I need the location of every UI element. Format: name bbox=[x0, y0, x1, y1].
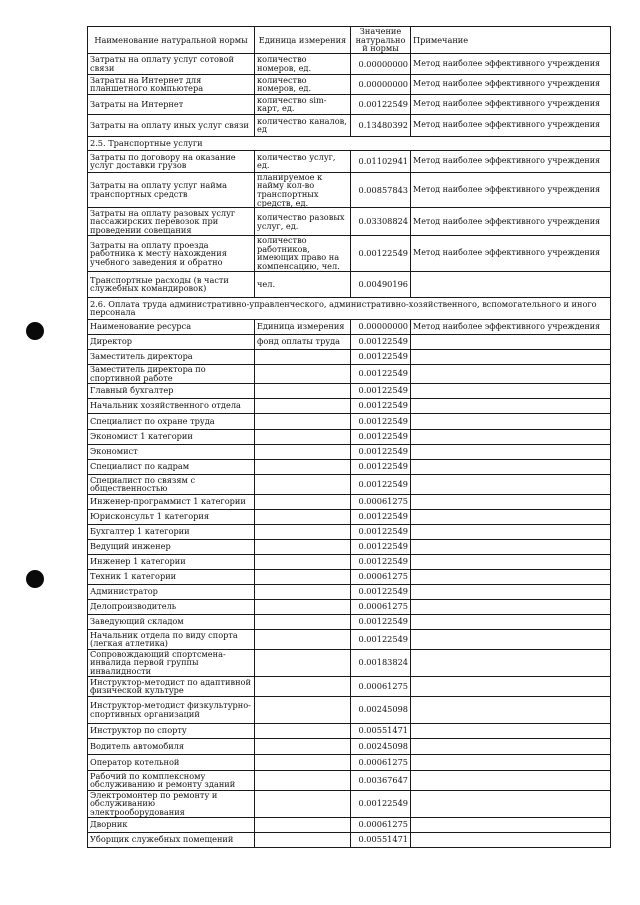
table-row bbox=[88, 429, 611, 444]
staff-value: 0.00122549 bbox=[351, 524, 411, 539]
norm-value: 0.13480392 bbox=[351, 114, 411, 136]
staff-unit bbox=[255, 398, 351, 413]
norm-name: Затраты на оплату иных услуг связи bbox=[88, 114, 255, 136]
staff-position: Ведущий инженер bbox=[88, 539, 255, 554]
section-row bbox=[88, 136, 611, 150]
table-row bbox=[88, 364, 611, 383]
norm-name: Затраты на оплату разовых услуг пассажирских перевозок при проведении совещания bbox=[88, 208, 255, 236]
table-row bbox=[88, 413, 611, 429]
staff-value: 0.00122549 bbox=[351, 459, 411, 474]
staff-position: Администратор bbox=[88, 584, 255, 599]
staff-unit bbox=[255, 444, 351, 459]
staff-value: 0.00061275 bbox=[351, 817, 411, 832]
staff-position: Начальник отдела по виду спорта (легкая атлетика) bbox=[88, 629, 255, 649]
norm-note: Метод наиболее эффективного учреждения bbox=[411, 53, 611, 74]
table-row bbox=[88, 554, 611, 569]
staff-value: 0.00122549 bbox=[351, 383, 411, 398]
table-row bbox=[88, 94, 611, 114]
staff-value: 0.00122549 bbox=[351, 539, 411, 554]
staff-position: Инструктор-методист по адаптивной физической культуре bbox=[88, 676, 255, 696]
staff-value: 0.00122549 bbox=[351, 444, 411, 459]
table-row bbox=[88, 569, 611, 584]
table-row bbox=[88, 539, 611, 554]
norm-note: Метод наиболее эффективного учреждения bbox=[411, 236, 611, 271]
staff-position: Инструктор-методист физкультурно-спортивных организаций bbox=[88, 696, 255, 723]
resource-unit-header: Единица измерения bbox=[255, 319, 351, 334]
staff-position: Электромонтер по ремонту и обслуживанию электрооборудования bbox=[88, 790, 255, 817]
norm-unit: количество номеров, ед. bbox=[255, 53, 351, 74]
staff-value: 0.00551471 bbox=[351, 723, 411, 738]
staff-note bbox=[411, 459, 611, 474]
norm-value: 0.00857843 bbox=[351, 172, 411, 207]
staff-position: Рабочий по комплексному обслуживанию и ремонту зданий bbox=[88, 770, 255, 790]
table-row bbox=[88, 738, 611, 754]
staff-unit bbox=[255, 569, 351, 584]
staff-value: 0.00061275 bbox=[351, 754, 411, 770]
staff-note bbox=[411, 524, 611, 539]
staff-unit bbox=[255, 649, 351, 676]
staff-position: Бухгалтер 1 категории bbox=[88, 524, 255, 539]
staff-value: 0.00122549 bbox=[351, 398, 411, 413]
staff-position: Директор bbox=[88, 334, 255, 349]
norm-name: Затраты на Интернет bbox=[88, 94, 255, 114]
staff-position: Техник 1 категории bbox=[88, 569, 255, 584]
staff-unit bbox=[255, 832, 351, 847]
staff-unit bbox=[255, 790, 351, 817]
resource-header-row bbox=[88, 319, 611, 334]
staff-position: Уборщик служебных помещений bbox=[88, 832, 255, 847]
resource-value: 0.00000000 bbox=[351, 319, 411, 334]
staff-position: Специалист по кадрам bbox=[88, 459, 255, 474]
norm-note: Метод наиболее эффективного учреждения bbox=[411, 94, 611, 114]
table-row bbox=[88, 53, 611, 74]
staff-value: 0.00122549 bbox=[351, 629, 411, 649]
staff-note bbox=[411, 569, 611, 584]
staff-unit bbox=[255, 554, 351, 569]
staff-value: 0.00122549 bbox=[351, 554, 411, 569]
staff-value: 0.00061275 bbox=[351, 494, 411, 509]
staff-position: Делопроизводитель bbox=[88, 599, 255, 614]
staff-value: 0.00122549 bbox=[351, 429, 411, 444]
table-row bbox=[88, 817, 611, 832]
staff-value: 0.00122549 bbox=[351, 334, 411, 349]
staff-value: 0.00122549 bbox=[351, 349, 411, 364]
header-row bbox=[88, 27, 611, 54]
staff-value: 0.00245098 bbox=[351, 738, 411, 754]
norm-name: Затраты на Интернет для планшетного компьютера bbox=[88, 74, 255, 94]
staff-position: Инженер-программист 1 категории bbox=[88, 494, 255, 509]
staff-position: Специалист по связям с общественностью bbox=[88, 474, 255, 494]
norm-value: 0.03308824 bbox=[351, 208, 411, 236]
section-title: 2.5. Транспортные услуги bbox=[88, 136, 611, 150]
staff-value: 0.00122549 bbox=[351, 584, 411, 599]
resource-note: Метод наиболее эффективного учреждения bbox=[411, 319, 611, 334]
staff-unit bbox=[255, 599, 351, 614]
staff-unit bbox=[255, 738, 351, 754]
staff-unit bbox=[255, 524, 351, 539]
staff-unit bbox=[255, 364, 351, 383]
staff-unit bbox=[255, 539, 351, 554]
staff-unit bbox=[255, 696, 351, 723]
staff-note bbox=[411, 649, 611, 676]
norm-note: Метод наиболее эффективного учреждения bbox=[411, 150, 611, 172]
norm-value: 0.00000000 bbox=[351, 74, 411, 94]
staff-position: Заместитель директора по спортивной работе bbox=[88, 364, 255, 383]
table-row bbox=[88, 614, 611, 629]
staff-position: Юрисконсульт 1 категория bbox=[88, 509, 255, 524]
staff-value: 0.00061275 bbox=[351, 676, 411, 696]
norm-unit: количество услуг, ед. bbox=[255, 150, 351, 172]
table-row bbox=[88, 790, 611, 817]
table-row bbox=[88, 696, 611, 723]
table-row bbox=[88, 832, 611, 847]
staff-note bbox=[411, 364, 611, 383]
staff-note bbox=[411, 738, 611, 754]
staff-unit bbox=[255, 817, 351, 832]
staff-unit bbox=[255, 629, 351, 649]
staff-value: 0.00367647 bbox=[351, 770, 411, 790]
table-row bbox=[88, 334, 611, 349]
table-row bbox=[88, 236, 611, 271]
table-row bbox=[88, 723, 611, 738]
staff-note bbox=[411, 790, 611, 817]
staff-position: Инструктор по спорту bbox=[88, 723, 255, 738]
staff-note bbox=[411, 817, 611, 832]
table-row bbox=[88, 172, 611, 207]
staff-note bbox=[411, 349, 611, 364]
table-row bbox=[88, 383, 611, 398]
staff-value: 0.00122549 bbox=[351, 509, 411, 524]
staff-position: Заведующий складом bbox=[88, 614, 255, 629]
resource-name-header: Наименование ресурса bbox=[88, 319, 255, 334]
section-row bbox=[88, 297, 611, 319]
staff-unit bbox=[255, 676, 351, 696]
header-note: Примечание bbox=[411, 27, 611, 54]
staff-unit bbox=[255, 474, 351, 494]
staff-unit bbox=[255, 383, 351, 398]
table-row bbox=[88, 676, 611, 696]
staff-note bbox=[411, 554, 611, 569]
staff-note bbox=[411, 599, 611, 614]
norm-note: Метод наиболее эффективного учреждения bbox=[411, 114, 611, 136]
staff-value: 0.00551471 bbox=[351, 832, 411, 847]
staff-unit bbox=[255, 509, 351, 524]
staff-position: Экономист bbox=[88, 444, 255, 459]
table-row bbox=[88, 629, 611, 649]
table-row bbox=[88, 74, 611, 94]
table-row bbox=[88, 459, 611, 474]
norm-value: 0.00000000 bbox=[351, 53, 411, 74]
section-title: 2.6. Оплата труда административно-управленческого, административно-хозяйственного, вспомогательного и иного персонала bbox=[88, 297, 611, 319]
norms-table bbox=[87, 26, 611, 848]
staff-note bbox=[411, 723, 611, 738]
staff-value: 0.00122549 bbox=[351, 614, 411, 629]
staff-position: Начальник хозяйственного отдела bbox=[88, 398, 255, 413]
norm-value: 0.00122549 bbox=[351, 94, 411, 114]
header-unit: Единица измерения bbox=[255, 27, 351, 54]
header-name: Наименование натуральной нормы bbox=[88, 27, 255, 54]
table-row bbox=[88, 349, 611, 364]
table-row bbox=[88, 208, 611, 236]
table-row bbox=[88, 649, 611, 676]
staff-unit bbox=[255, 770, 351, 790]
staff-value: 0.00061275 bbox=[351, 599, 411, 614]
staff-value: 0.00122549 bbox=[351, 474, 411, 494]
punch-hole-bottom bbox=[26, 570, 44, 588]
staff-note bbox=[411, 474, 611, 494]
table-row bbox=[88, 494, 611, 509]
norm-name: Затраты на оплату услуг найма транспортных средств bbox=[88, 172, 255, 207]
staff-unit bbox=[255, 429, 351, 444]
norm-value: 0.00122549 bbox=[351, 236, 411, 271]
norm-note: Метод наиболее эффективного учреждения bbox=[411, 74, 611, 94]
staff-unit bbox=[255, 494, 351, 509]
table-row bbox=[88, 524, 611, 539]
norm-unit: количество каналов, ед bbox=[255, 114, 351, 136]
staff-unit bbox=[255, 614, 351, 629]
table-row bbox=[88, 444, 611, 459]
norm-name: Затраты на оплату услуг сотовой связи bbox=[88, 53, 255, 74]
staff-note bbox=[411, 754, 611, 770]
staff-value: 0.00061275 bbox=[351, 569, 411, 584]
table-row bbox=[88, 599, 611, 614]
norm-unit: количество номеров, ед. bbox=[255, 74, 351, 94]
staff-position: Оператор котельной bbox=[88, 754, 255, 770]
norm-unit: количество работников, имеющих право на компенсацию, чел. bbox=[255, 236, 351, 271]
staff-note bbox=[411, 509, 611, 524]
norm-note: Метод наиболее эффективного учреждения bbox=[411, 208, 611, 236]
staff-note bbox=[411, 383, 611, 398]
staff-unit bbox=[255, 349, 351, 364]
staff-note bbox=[411, 614, 611, 629]
norm-unit: количество sim-карт, ед. bbox=[255, 94, 351, 114]
table-row bbox=[88, 114, 611, 136]
staff-note bbox=[411, 696, 611, 723]
staff-value: 0.00122549 bbox=[351, 413, 411, 429]
staff-note bbox=[411, 334, 611, 349]
staff-note bbox=[411, 444, 611, 459]
staff-value: 0.00122549 bbox=[351, 790, 411, 817]
staff-unit: фонд оплаты труда bbox=[255, 334, 351, 349]
staff-unit bbox=[255, 584, 351, 599]
table-row bbox=[88, 398, 611, 413]
table-row bbox=[88, 271, 611, 297]
punch-hole-top bbox=[26, 322, 44, 340]
staff-position: Главный бухгалтер bbox=[88, 383, 255, 398]
staff-note bbox=[411, 832, 611, 847]
norm-name: Транспортные расходы (в части служебных командировок) bbox=[88, 271, 255, 297]
staff-position: Инженер 1 категории bbox=[88, 554, 255, 569]
norm-value: 0.00490196 bbox=[351, 271, 411, 297]
staff-value: 0.00245098 bbox=[351, 696, 411, 723]
norm-note bbox=[411, 271, 611, 297]
staff-position: Экономист 1 категории bbox=[88, 429, 255, 444]
staff-note bbox=[411, 584, 611, 599]
staff-note bbox=[411, 413, 611, 429]
norm-name: Затраты по договору на оказание услуг доставки грузов bbox=[88, 150, 255, 172]
staff-note bbox=[411, 676, 611, 696]
staff-note bbox=[411, 494, 611, 509]
staff-position: Водитель автомобиля bbox=[88, 738, 255, 754]
staff-note bbox=[411, 539, 611, 554]
staff-unit bbox=[255, 754, 351, 770]
norm-value: 0.01102941 bbox=[351, 150, 411, 172]
staff-note bbox=[411, 429, 611, 444]
table-row bbox=[88, 509, 611, 524]
staff-position: Специалист по охране труда bbox=[88, 413, 255, 429]
table-row bbox=[88, 754, 611, 770]
staff-note bbox=[411, 629, 611, 649]
table-row bbox=[88, 584, 611, 599]
table-row bbox=[88, 474, 611, 494]
staff-value: 0.00122549 bbox=[351, 364, 411, 383]
norm-unit: чел. bbox=[255, 271, 351, 297]
staff-position: Заместитель директора bbox=[88, 349, 255, 364]
staff-unit bbox=[255, 413, 351, 429]
norm-unit: планируемое к найму кол-во транспортных средств, ед. bbox=[255, 172, 351, 207]
header-value: Значение натуральной нормы bbox=[351, 27, 411, 54]
norm-unit: количество разовых услуг, ед. bbox=[255, 208, 351, 236]
staff-unit bbox=[255, 459, 351, 474]
staff-position: Сопровождающий спортсмена-инвалида первой группы инвалидности bbox=[88, 649, 255, 676]
table-row bbox=[88, 150, 611, 172]
norm-note: Метод наиболее эффективного учреждения bbox=[411, 172, 611, 207]
staff-note bbox=[411, 398, 611, 413]
staff-position: Дворник bbox=[88, 817, 255, 832]
staff-value: 0.00183824 bbox=[351, 649, 411, 676]
staff-note bbox=[411, 770, 611, 790]
staff-unit bbox=[255, 723, 351, 738]
table-row bbox=[88, 770, 611, 790]
norm-name: Затраты на оплату проезда работника к месту нахождения учебного заведения и обратно bbox=[88, 236, 255, 271]
